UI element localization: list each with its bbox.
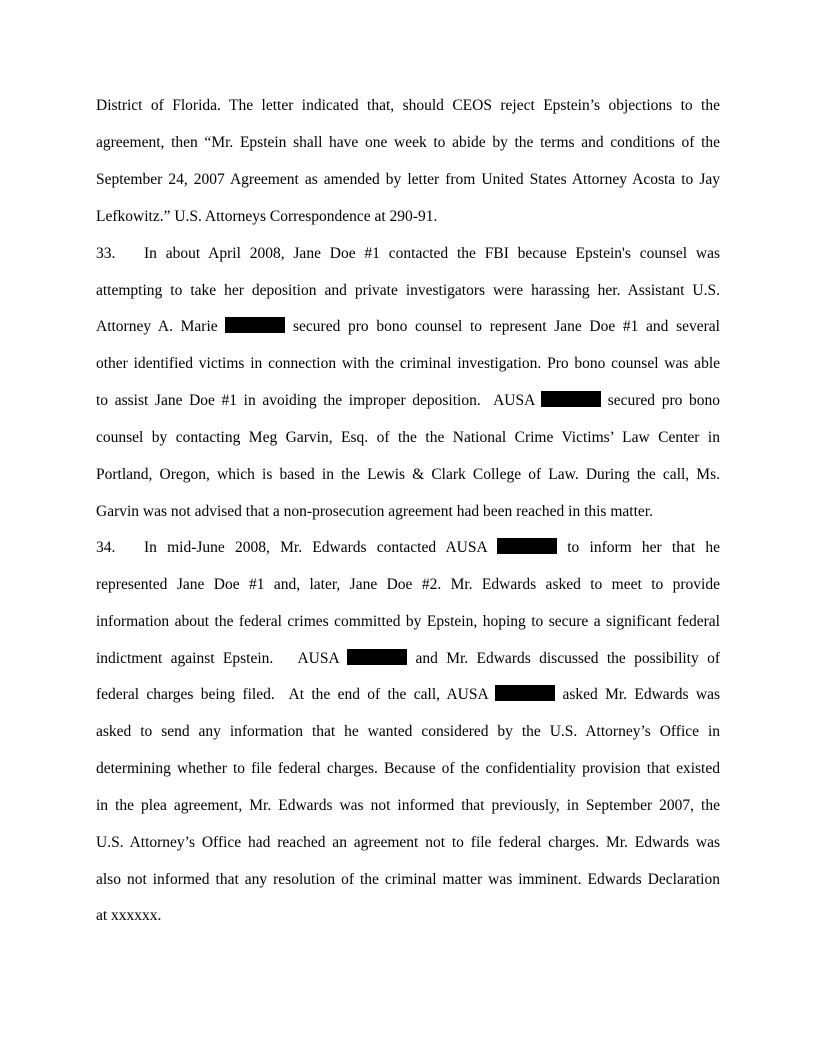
paragraph-33-first-line	[96, 244, 720, 264]
text-line: asked to send any information that he wanted considered by the U.S. Attorney’s Office in	[96, 723, 720, 740]
redaction-box	[541, 391, 601, 407]
text-line: attempting to take her deposition and private investigators were harassing her. Assistant U.S.	[96, 282, 720, 299]
text-span: asked Mr. Edwards was	[555, 686, 721, 703]
text-line: counsel by contacting Meg Garvin, Esq. of the the National Crime Victims’ Law Center in	[96, 429, 720, 446]
text-line: information about the federal crimes committed by Epstein, hoping to secure a significant federal	[96, 613, 720, 630]
text-span: to inform her that he	[557, 539, 720, 556]
text-line: U.S. Attorney’s Office had reached an agreement not to file federal charges. Mr. Edwards was	[96, 834, 720, 851]
text-line: other identified victims in connection with the criminal investigation. Pro bono counsel was able	[96, 355, 720, 372]
text-span: and Mr. Edwards discussed the possibility of	[407, 650, 720, 667]
text-span: federal charges being filed. At the end of the call, AUSA	[96, 686, 496, 703]
text-span: indictment against Epstein. AUSA	[96, 650, 348, 667]
redaction-box	[495, 685, 555, 701]
paragraph-number: 34.	[96, 539, 116, 556]
text-line: District of Florida. The letter indicated that, should CEOS reject Epstein’s objections to the	[96, 97, 720, 114]
text-span: to assist Jane Doe #1 in avoiding the improper deposition. AUSA	[96, 392, 542, 409]
text-span: secured pro bono counsel to represent Jane Doe #1 and several	[285, 318, 720, 335]
text-line: Garvin was not advised that a non-prosecution agreement had been reached in this matter.	[96, 503, 653, 520]
text-line	[96, 391, 720, 411]
text-span: Attorney A. Marie	[96, 318, 226, 335]
text-span: secured pro bono	[601, 392, 720, 409]
paragraph-number: 33.	[96, 245, 116, 262]
text-line	[96, 317, 720, 337]
text-line: Portland, Oregon, which is based in the Lewis & Clark College of Law. During the call, Ms.	[96, 466, 720, 483]
text-line: at xxxxxx.	[96, 907, 162, 924]
text-line: agreement, then “Mr. Epstein shall have one week to abide by the terms and conditions of the	[96, 134, 720, 151]
text-line: in the plea agreement, Mr. Edwards was not informed that previously, in September 2007, the	[96, 797, 720, 814]
text-line: determining whether to file federal charges. Because of the confidentiality provision that existed	[96, 760, 720, 777]
text-line: September 24, 2007 Agreement as amended by letter from United States Attorney Acosta to Jay	[96, 171, 720, 188]
paragraph-34-first-line	[96, 538, 720, 558]
redaction-box	[497, 538, 557, 554]
text-span: In mid-June 2008, Mr. Edwards contacted AUSA	[144, 539, 498, 556]
redaction-box	[225, 317, 285, 333]
redaction-box	[347, 649, 407, 665]
text-line: also not informed that any resolution of the criminal matter was imminent. Edwards Declaration	[96, 871, 720, 888]
text-line	[96, 685, 720, 705]
text-line	[96, 649, 720, 669]
text-line: Lefkowitz.” U.S. Attorneys Correspondence at 290-91.	[96, 208, 438, 225]
text-span: In about April 2008, Jane Doe #1 contacted the FBI because Epstein's counsel was	[144, 245, 720, 262]
text-line: represented Jane Doe #1 and, later, Jane Doe #2. Mr. Edwards asked to meet to provide	[96, 576, 720, 593]
